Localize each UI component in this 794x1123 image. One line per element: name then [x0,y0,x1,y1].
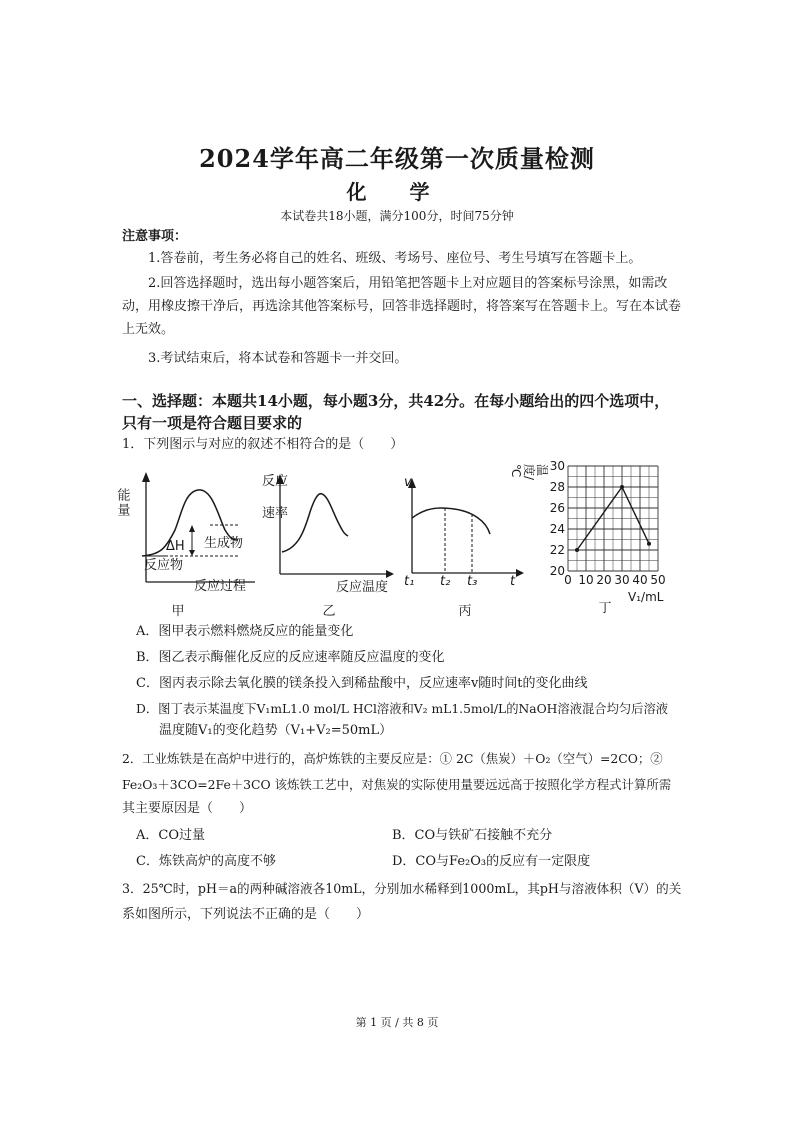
ding-y-tick: 30 [549,459,565,473]
notice-item-1: 1.答卷前，考生务必将自己的姓名、班级、考场号、座位号、考生号填写在答题卡上。 [148,251,642,266]
bing-tick-t2: t₂ [440,574,451,589]
ding-x-tick: 10 [578,573,594,587]
q2-option-c: C．炼铁高炉的高度不够 [136,854,276,869]
bing-tick-t3: t₃ [467,574,478,589]
ding-xlabel: V₁/mL [628,590,664,604]
jia-xlabel: 反应过程 [194,579,247,594]
q2-option-b: B．CO与铁矿石接触不充分 [392,828,553,843]
ding-x-tick: 0 [564,573,572,587]
ding-x-tick: 50 [650,573,666,587]
ding-x-tick: 40 [632,573,648,587]
q3-stem-line1: 3．25℃时，pH＝a的两种碱溶液各10mL，分别加水稀释到1000mL，其pH与溶液体积（V）的关 [122,881,682,896]
ding-y-tick: 22 [549,543,565,557]
ding-y-tick: 26 [549,501,565,515]
yi-xlabel: 反应温度 [336,580,389,595]
notice-item-2: 2.回答选择题时，选出每小题答案后，用铅笔把答题卡上对应题目的答案标号涂黑，如需改动，用橡皮擦干净后，再选涂其他答案标号，回答非选择题时，将答案写在答题卡上。写在本试卷上无效。 [122,276,682,337]
q1-option-c: C．图丙表示除去氧化膜的镁条投入到稀盐酸中，反应速率v随时间t的变化曲线 [136,676,588,691]
ding-x-tick: 20 [596,573,612,587]
q1-option-b: B．图乙表示酶催化反应的反应速率随反应温度的变化 [136,650,445,665]
q2-stem-line2: Fe₂O₃＋3CO=2Fe＋3CO 该炼铁工艺中，对焦炭的实际使用量要远远高于按照化学方程式计算所需 [122,777,672,792]
q2-stem-line3: 其主要原因是（ ） [122,801,253,816]
subject-title: 化 学 [346,180,448,204]
ding-x-ticks [564,573,665,587]
page-footer: 第 1 页 / 共 8 页 [355,1016,439,1029]
section-heading: 一、选择题：本题共14小题，每小题3分，共42分。在每小题给出的四个选项中，只有一项是符合题目要求的 [122,392,670,432]
q1-option-d-line1: D．图丁表示某温度下V₁mL1.0 mol/L HCl溶液和V₂ mL1.5mol/L的NaOH溶液混合均匀后溶液 [136,702,669,716]
bing-xlabel: t [510,574,516,589]
ding-data-point [647,542,651,546]
q2-stem-line1: 2．工业炼铁是在高炉中进行的，高炉炼铁的主要反应是：① 2C（焦炭）＋O₂（空气）=2CO；② [122,751,663,766]
jia-delta: ΔH [166,539,185,554]
ding-y-tick: 20 [549,564,565,578]
bing-label: 丙 [458,604,472,619]
jia-reactant-label: 反应物 [144,558,184,573]
ding-grid [568,466,658,571]
yi-label: 乙 [322,604,336,619]
yi-ylabel-1: 反应 [262,474,289,489]
q2-option-d: D．CO与Fe₂O₃的反应有一定限度 [392,854,591,869]
exam-info: 本试卷共18小题，满分100分，时间75分钟 [280,209,514,223]
q2-option-a: A．CO过量 [136,828,205,843]
bing-ylabel: v [404,475,412,490]
notice-heading: 注意事项： [122,229,188,244]
notice-item-3: 3.考试结束后，将本试卷和答题卡一并交回。 [148,351,408,366]
q3-stem-line2: 系如图所示，下列说法不正确的是（ ） [122,907,370,922]
q1-stem: 1．下列图示与对应的叙述不相符合的是（ ） [122,437,404,452]
ding-y-tick: 28 [549,480,565,494]
q1-option-a: A．图甲表示燃料燃烧反应的能量变化 [136,624,354,639]
jia-product-label: 生成物 [204,536,244,551]
ding-data-point [575,548,579,552]
ding-y-ticks [550,459,565,578]
figure-bing [400,470,525,595]
ding-y-tick: 24 [549,522,565,536]
jia-ylabel: 能量 [114,488,130,518]
ding-label: 丁 [598,601,612,616]
ding-x-tick: 30 [614,573,630,587]
bing-tick-t1: t₁ [404,574,415,589]
exam-title: 2024学年高二年级第一次质量检测 [199,144,595,173]
jia-label: 甲 [171,604,185,619]
yi-ylabel-2: 速率 [262,506,289,521]
figure-ding-chart [528,458,678,608]
ding-data-point [620,485,624,489]
ding-ylabel: 温度/℃ [509,464,549,481]
q1-option-d-line2: 温度随V₁的变化趋势（V₁+V₂=50mL） [159,723,393,738]
